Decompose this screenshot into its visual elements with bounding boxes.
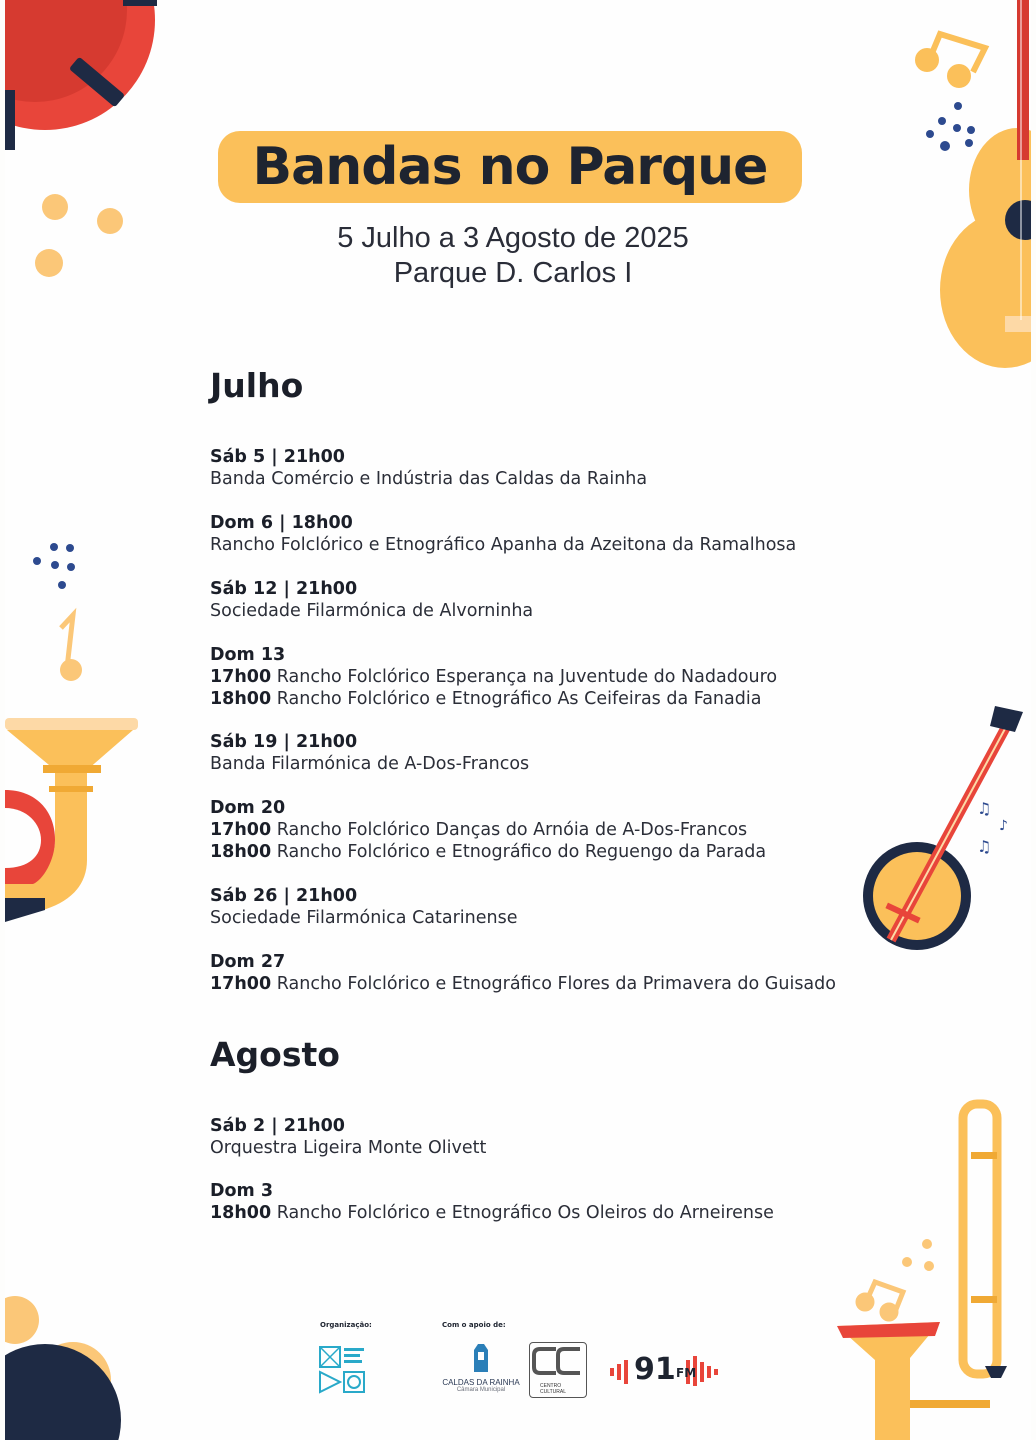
svg-text:♫: ♫ (977, 799, 992, 818)
list-item (210, 578, 890, 622)
tower-icon (466, 1340, 496, 1374)
event-date-time: Sáb 26 | 21h00 (210, 886, 358, 906)
month-heading-agosto: Agosto (210, 1035, 340, 1074)
ccc-logo-icon (530, 1343, 584, 1379)
decorative-illustrations (5, 0, 1031, 1440)
list-item (210, 512, 890, 556)
caldas-logo-subtext: Câmara Municipal (456, 1387, 506, 1393)
event-time: 17h00 (210, 667, 272, 687)
list-item (210, 797, 890, 863)
event-date-time: Dom 13 (210, 645, 286, 665)
list-item (210, 1180, 890, 1224)
title-banner (218, 131, 802, 203)
event-date-time: Dom 20 (210, 798, 286, 818)
music-note-icon (60, 615, 82, 681)
list-item (210, 731, 890, 775)
event-date-time: Sáb 2 | 21h00 (210, 1116, 345, 1136)
radio-logo (608, 1348, 720, 1394)
event-performance-line (210, 819, 890, 841)
event-performer: Banda Filarmónica de A-Dos-Francos (210, 754, 530, 774)
svg-text:♫: ♫ (977, 837, 992, 856)
list-item (210, 644, 890, 710)
event-time: 18h00 (210, 689, 272, 709)
event-performance-line (210, 973, 890, 995)
event-date-time: Dom 27 (210, 952, 286, 972)
radio-logo-number: 91 (634, 1352, 676, 1387)
event-performer: Rancho Folclórico e Etnográfico Apanha da Azeitona da Ramalhosa (210, 535, 797, 555)
list-item (210, 446, 890, 490)
event-dates: 5 Julho a 3 Agosto de 2025 (337, 222, 689, 254)
svg-text:♪: ♪ (999, 818, 1008, 834)
music-note-icon (918, 34, 985, 85)
list-item (210, 951, 890, 995)
guitar-icon (940, 0, 1031, 368)
event-venue: Parque D. Carlos I (393, 257, 633, 289)
event-performer: Sociedade Filarmónica de Alvorninha (210, 601, 534, 621)
event-performer: Orquestra Ligeira Monte Olivett (210, 1138, 487, 1158)
event-performer: Rancho Folclórico e Etnográfico As Ceifeiras da Fanadia (276, 689, 762, 709)
event-performer: Rancho Folclórico Esperança na Juventude do Nadadouro (276, 667, 778, 687)
event-performance-line (210, 666, 890, 688)
poster (5, 0, 1031, 1440)
event-time: 17h00 (210, 820, 272, 840)
dots-icon (902, 1239, 934, 1271)
event-performer: Rancho Folclórico e Etnográfico Flores da Primavera do Guisado (276, 974, 836, 994)
event-date-time: Sáb 12 | 21h00 (210, 579, 358, 599)
event-performer: Rancho Folclórico Danças do Arnóia de A-Dos-Francos (276, 820, 748, 840)
ccc-logo-text: CENTRO CULTURAL (540, 1383, 567, 1395)
support-label: Com o apoio de: (442, 1321, 506, 1329)
ccc-logo (529, 1342, 587, 1398)
horn-icon (5, 718, 138, 922)
event-performer: Rancho Folclórico e Etnográfico Os Oleiros do Arneirense (276, 1203, 774, 1223)
event-date-time: Sáb 19 | 21h00 (210, 732, 358, 752)
event-performance-line (210, 688, 890, 710)
page-title: Bandas no Parque (252, 137, 768, 197)
event-date-time: Sáb 5 | 21h00 (210, 447, 345, 467)
month-heading-julho: Julho (210, 366, 304, 405)
event-performer: Sociedade Filarmónica Catarinense (210, 908, 518, 928)
event-performance-line (210, 841, 890, 863)
dots-icon (33, 543, 75, 589)
radio-logo-fm: FM (676, 1366, 697, 1380)
music-note-icon (858, 1282, 903, 1319)
event-time: 18h00 (210, 1203, 272, 1223)
event-performance-line (210, 1202, 890, 1224)
event-date-time: Dom 3 (210, 1181, 274, 1201)
list-item (210, 885, 890, 929)
event-performer: Banda Comércio e Indústria das Caldas da Rainha (210, 469, 648, 489)
event-time: 17h00 (210, 974, 272, 994)
drum-icon (5, 1296, 121, 1440)
organizer-label: Organização: (320, 1321, 372, 1329)
caldas-logo (440, 1340, 522, 1396)
event-time: 18h00 (210, 842, 272, 862)
organizer-logo-icon (319, 1346, 367, 1394)
list-item (210, 1115, 890, 1159)
drum-icon (5, 0, 157, 150)
caldas-logo-text: CALDAS DA RAINHA (442, 1378, 520, 1387)
event-date-time: Dom 6 | 18h00 (210, 513, 353, 533)
dots-icon (926, 102, 975, 151)
event-performer: Rancho Folclórico e Etnográfico do Reguengo da Parada (276, 842, 767, 862)
